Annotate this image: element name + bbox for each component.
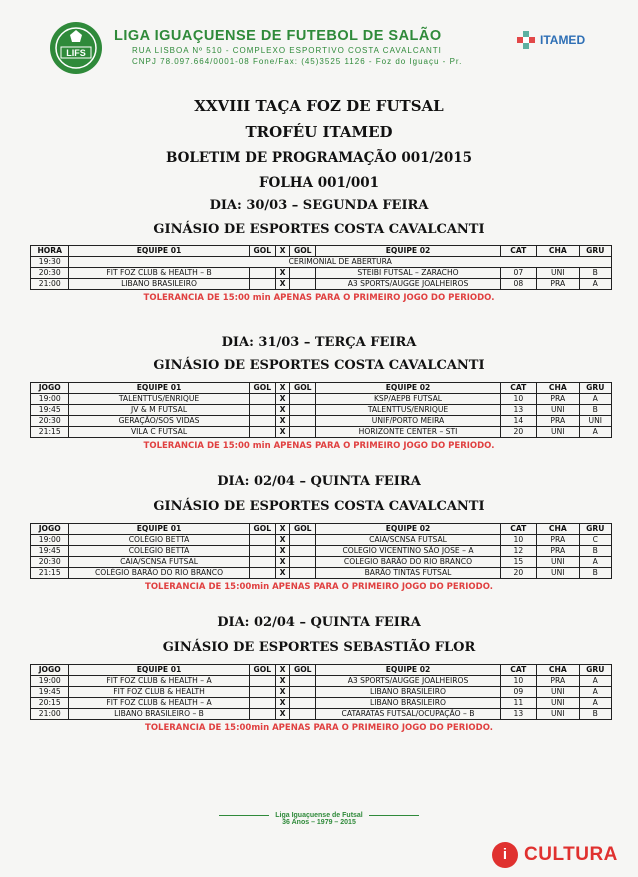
goal-1	[249, 416, 275, 427]
group: A	[579, 394, 611, 405]
itamed-name: ITAMED	[540, 33, 586, 47]
goal-2	[290, 535, 316, 546]
group: A	[579, 279, 611, 290]
table-row	[31, 535, 612, 546]
tournament-title: XXVIII TAÇA FOZ DE FUTSAL	[194, 97, 444, 115]
team-1: COLEGIO BETTA	[69, 546, 249, 557]
tolerance-note: TOLERANCIA DE 15:00 min APENAS PARA O PRIMEIRO JOGO DO PERIODO.	[143, 441, 495, 451]
group: A	[579, 427, 611, 438]
col-header: X	[275, 524, 289, 535]
bulletin-title: BOLETIM DE PROGRAMAÇÃO 001/2015	[165, 150, 473, 166]
goal-2	[290, 676, 316, 687]
table-header-row	[31, 246, 612, 257]
col-header: GOL	[290, 383, 316, 394]
group: A	[579, 687, 611, 698]
match-time: 19:00	[31, 676, 69, 687]
goal-1	[249, 405, 275, 416]
goal-2	[290, 394, 316, 405]
col-header: GOL	[249, 524, 275, 535]
team-2: BARÃO TINTAS FUTSAL	[316, 568, 500, 579]
organization-block	[114, 28, 462, 66]
schedule-table	[30, 664, 612, 720]
col-header: EQUIPE 02	[316, 665, 500, 676]
col-header: JOGO	[31, 383, 69, 394]
versus-mark: X	[275, 416, 289, 427]
match-time: 19:00	[31, 535, 69, 546]
goal-1	[249, 687, 275, 698]
sheet-number: FOLHA 001/001	[258, 175, 380, 191]
category: 08	[500, 279, 536, 290]
match-time: 21:15	[31, 427, 69, 438]
team-2: CATARATAS FUTSAL/OCUPAÇÃO – B	[316, 709, 500, 720]
category: 10	[500, 676, 536, 687]
versus-mark: X	[275, 394, 289, 405]
goal-2	[290, 405, 316, 416]
team-1: COLÉGIO BARÃO DO RIO BRANCO	[69, 568, 249, 579]
table-row	[31, 687, 612, 698]
goal-2	[290, 268, 316, 279]
versus-mark: X	[275, 568, 289, 579]
goal-1	[249, 698, 275, 709]
match-time: 19:45	[31, 405, 69, 416]
group: A	[579, 557, 611, 568]
goal-1	[249, 394, 275, 405]
team-1: FIT FOZ CLUB & HEALTH – A	[69, 698, 249, 709]
table-header-row	[31, 524, 612, 535]
col-header: X	[275, 665, 289, 676]
versus-mark: X	[275, 546, 289, 557]
versus-mark: X	[275, 427, 289, 438]
table-row	[31, 709, 612, 720]
col-header: CHA	[537, 383, 580, 394]
group: B	[579, 546, 611, 557]
col-header: EQUIPE 01	[69, 383, 249, 394]
championship: UNI	[537, 405, 580, 416]
col-header: GOL	[290, 524, 316, 535]
col-header: X	[275, 246, 289, 257]
match-time: 20:30	[31, 268, 69, 279]
match-time: 19:45	[31, 546, 69, 557]
goal-1	[249, 557, 275, 568]
team-1: FIT FOZ CLUB & HEALTH – A	[69, 676, 249, 687]
championship: UNI	[537, 698, 580, 709]
group: B	[579, 405, 611, 416]
goal-2	[290, 568, 316, 579]
col-header: CAT	[500, 524, 536, 535]
team-1: FIT FOZ CLUB & HEALTH	[69, 687, 249, 698]
section-venue: GINÁSIO DE ESPORTES COSTA CAVALCANTI	[153, 499, 485, 514]
goal-1	[249, 279, 275, 290]
col-header: CHA	[537, 665, 580, 676]
organization-address: RUA LISBOA Nº 510 - COMPLEXO ESPORTIVO COSTA CAVALCANTI	[132, 46, 442, 55]
versus-mark: X	[275, 405, 289, 416]
goal-2	[290, 687, 316, 698]
team-1: GERAÇÃO/SOS VIDAS	[69, 416, 249, 427]
table-header-row	[31, 383, 612, 394]
versus-mark: X	[275, 268, 289, 279]
category: 12	[500, 546, 536, 557]
col-header: EQUIPE 02	[316, 383, 500, 394]
versus-mark: X	[275, 698, 289, 709]
team-2: COLEGIO BARÃO DO RIO BRANCO	[316, 557, 500, 568]
championship: PRA	[537, 416, 580, 427]
championship: UNI	[537, 427, 580, 438]
section-venue: GINÁSIO DE ESPORTES COSTA CAVALCANTI	[153, 358, 485, 373]
goal-1	[249, 268, 275, 279]
table-row	[31, 405, 612, 416]
ceremony-text: CERIMONIAL DE ABERTURA	[69, 257, 612, 268]
versus-mark: X	[275, 709, 289, 720]
tolerance-note: TOLERANCIA DE 15:00min APENAS PARA O PRIMEIRO JOGO DO PERIODO.	[145, 582, 493, 592]
col-header: CHA	[537, 524, 580, 535]
col-header: EQUIPE 01	[69, 665, 249, 676]
match-time: 20:30	[31, 416, 69, 427]
col-header: CAT	[500, 383, 536, 394]
col-header: GRU	[579, 383, 611, 394]
table-row	[31, 676, 612, 687]
championship: UNI	[537, 268, 580, 279]
goal-2	[290, 557, 316, 568]
table-row	[31, 568, 612, 579]
tolerance-note: TOLERANCIA DE 15:00min APENAS PARA O PRIMEIRO JOGO DO PERIODO.	[145, 723, 493, 733]
team-2: STEIBI FUTSAL – ZARACHO	[316, 268, 500, 279]
category: 13	[500, 709, 536, 720]
team-2: LIBANO BRASILEIRO	[316, 698, 500, 709]
section-day: DIA: 30/03 – SEGUNDA FEIRA	[209, 198, 429, 213]
col-header: GRU	[579, 665, 611, 676]
footer-line-1	[0, 812, 638, 819]
versus-mark: X	[275, 279, 289, 290]
table-row	[31, 416, 612, 427]
trophy-title: TROFÉU ITAMED	[245, 123, 393, 141]
team-1: COLÉGIO BETTA	[69, 535, 249, 546]
schedule-table	[30, 523, 612, 579]
col-header: HORA	[31, 246, 69, 257]
goal-2	[290, 416, 316, 427]
match-time: 19:00	[31, 394, 69, 405]
versus-mark: X	[275, 687, 289, 698]
section-venue: GINÁSIO DE ESPORTES SEBASTIÃO FLOR	[162, 640, 476, 655]
group: B	[579, 268, 611, 279]
goal-1	[249, 568, 275, 579]
championship: UNI	[537, 568, 580, 579]
category: 13	[500, 405, 536, 416]
group: C	[579, 535, 611, 546]
category: 07	[500, 268, 536, 279]
col-header: GOL	[249, 665, 275, 676]
letterhead	[48, 18, 608, 78]
col-header: GRU	[579, 524, 611, 535]
goal-2	[290, 279, 316, 290]
goal-2	[290, 698, 316, 709]
footer-rule	[369, 815, 419, 816]
versus-mark: X	[275, 557, 289, 568]
goal-1	[249, 427, 275, 438]
category: 11	[500, 698, 536, 709]
col-header: GOL	[249, 383, 275, 394]
championship: UNI	[537, 557, 580, 568]
itamed-logo	[516, 30, 585, 50]
championship: PRA	[537, 676, 580, 687]
col-header: X	[275, 383, 289, 394]
goal-2	[290, 709, 316, 720]
section-venue: GINÁSIO DE ESPORTES COSTA CAVALCANTI	[153, 222, 485, 237]
championship: PRA	[537, 546, 580, 557]
col-header: JOGO	[31, 665, 69, 676]
table-row	[31, 698, 612, 709]
match-time: 21:15	[31, 568, 69, 579]
col-header: CHA	[537, 246, 580, 257]
category: 09	[500, 687, 536, 698]
footer-league-name: Liga Iguaçuense de Futsal	[275, 812, 363, 819]
team-2: TALENTTUS/ENRIQUE	[316, 405, 500, 416]
section-day: DIA: 31/03 – TERÇA FEIRA	[221, 335, 417, 350]
col-header: GOL	[249, 246, 275, 257]
match-time: 19:30	[31, 257, 69, 268]
schedule-table	[30, 245, 612, 290]
cultura-name: CULTURA	[524, 844, 618, 865]
team-1: FIT FOZ CLUB & HEALTH – B	[69, 268, 249, 279]
team-2: LIBANO BRASILEIRO	[316, 687, 500, 698]
tolerance-note: TOLERANCIA DE 15:00 min APENAS PARA O PRIMEIRO JOGO DO PERIODO.	[143, 293, 495, 303]
group: UNI	[579, 416, 611, 427]
group: A	[579, 676, 611, 687]
team-1: TALENTTUS/ENRIQUE	[69, 394, 249, 405]
col-header: EQUIPE 01	[69, 246, 249, 257]
col-header: GOL	[290, 665, 316, 676]
schedule-table	[30, 382, 612, 438]
col-header: GOL	[290, 246, 316, 257]
table-row	[31, 546, 612, 557]
logo-text: LIFS	[66, 48, 86, 58]
col-header: CAT	[500, 665, 536, 676]
match-time: 20:15	[31, 698, 69, 709]
team-1: VILA C FUTSAL	[69, 427, 249, 438]
versus-mark: X	[275, 535, 289, 546]
section-day: DIA: 02/04 – QUINTA FEIRA	[217, 474, 421, 489]
category: 10	[500, 535, 536, 546]
footer-rule	[219, 815, 269, 816]
category: 10	[500, 394, 536, 405]
match-time: 20:30	[31, 557, 69, 568]
group: B	[579, 709, 611, 720]
organization-name: LIGA IGUAÇUENSE DE FUTEBOL DE SALÃO	[114, 28, 442, 44]
category: 20	[500, 568, 536, 579]
organization-cnpj: CNPJ 78.097.664/0001-08 Fone/Fax: (45)3525 1126 - Foz do Iguaçu - Pr.	[132, 57, 463, 66]
team-1: LIBANO BRASILEIRO	[69, 279, 249, 290]
match-time: 21:00	[31, 279, 69, 290]
itamed-cross-icon	[516, 30, 536, 50]
goal-2	[290, 546, 316, 557]
table-row	[31, 427, 612, 438]
championship: UNI	[537, 687, 580, 698]
team-2: COLEGIO VICENTINO SÃO JOSE – A	[316, 546, 500, 557]
cultura-i-icon: i	[492, 842, 518, 868]
versus-mark: X	[275, 676, 289, 687]
table-header-row	[31, 665, 612, 676]
col-header: EQUIPE 01	[69, 524, 249, 535]
col-header: EQUIPE 02	[316, 246, 500, 257]
cultura-logo	[492, 842, 618, 868]
team-1: JV & M FUTSAL	[69, 405, 249, 416]
championship: PRA	[537, 535, 580, 546]
championship: PRA	[537, 394, 580, 405]
category: 20	[500, 427, 536, 438]
team-2: UNIF/PORTO MEIRA	[316, 416, 500, 427]
team-2: CAIA/SCNSA FUTSAL	[316, 535, 500, 546]
table-row	[31, 257, 612, 268]
championship: PRA	[537, 279, 580, 290]
goal-1	[249, 676, 275, 687]
group: B	[579, 568, 611, 579]
group: A	[579, 698, 611, 709]
goal-1	[249, 546, 275, 557]
lifs-logo-icon	[48, 20, 104, 76]
championship: UNI	[537, 709, 580, 720]
col-header: GRU	[579, 246, 611, 257]
footer-anniversary: 36 Anos – 1979 – 2015	[282, 819, 356, 826]
team-2: A3 SPORTS/AUGGE JOALHEIROS	[316, 279, 500, 290]
table-row	[31, 268, 612, 279]
col-header: CAT	[500, 246, 536, 257]
goal-1	[249, 709, 275, 720]
category: 15	[500, 557, 536, 568]
match-time: 19:45	[31, 687, 69, 698]
col-header: JOGO	[31, 524, 69, 535]
section-day: DIA: 02/04 – QUINTA FEIRA	[217, 615, 421, 630]
category: 14	[500, 416, 536, 427]
table-row	[31, 394, 612, 405]
goal-1	[249, 535, 275, 546]
team-2: HORIZONTE CENTER – STI	[316, 427, 500, 438]
team-1: LIBANO BRASILEIRO – B	[69, 709, 249, 720]
team-1: CAIA/SCNSA FUTSAL	[69, 557, 249, 568]
team-2: KSP/AEPB FUTSAL	[316, 394, 500, 405]
table-row	[31, 557, 612, 568]
goal-2	[290, 427, 316, 438]
table-row	[31, 279, 612, 290]
match-time: 21:00	[31, 709, 69, 720]
footer	[0, 812, 638, 826]
team-2: A3 SPORTS/AUGGE JOALHEIROS	[316, 676, 500, 687]
col-header: EQUIPE 02	[316, 524, 500, 535]
